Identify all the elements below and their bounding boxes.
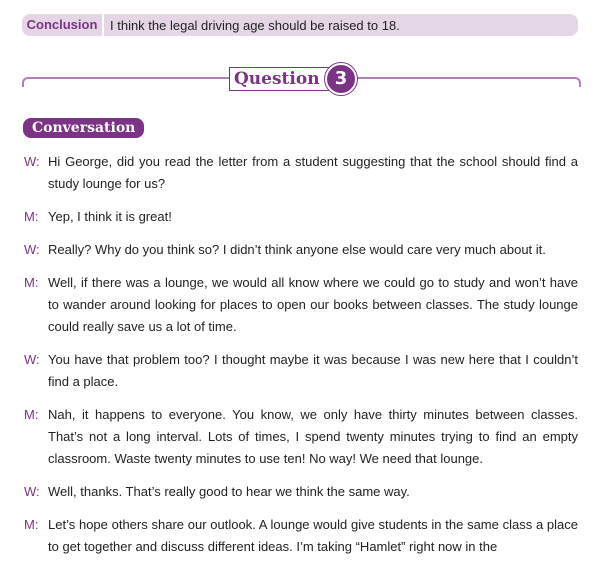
dialogue (24, 151, 578, 569)
dialogue-line (24, 481, 578, 503)
speaker: M: (24, 517, 39, 532)
speaker: W: (24, 154, 40, 169)
dialogue-line (24, 151, 578, 195)
utterance: Nah, it happens to everyone. You know, we only have thirty minutes between classes. That’s not a long interval. Lots of times, I spend twenty minutes trying to find an empty classroom. Waste twenty minutes to use ten! No way! We need that lounge. (48, 407, 578, 466)
speaker: W: (24, 484, 40, 499)
speaker: W: (24, 352, 40, 367)
conclusion-label: Conclusion (22, 14, 104, 36)
dialogue-line (24, 239, 578, 261)
speaker: M: (24, 407, 39, 422)
utterance: Well, if there was a lounge, we would all know where we could go to study and won’t have to wander around looking for places to open our books between classes. The study lounge could really save us a lot of time. (48, 275, 578, 334)
utterance: Yep, I think it is great! (48, 209, 172, 224)
question-number: 3 (325, 63, 357, 95)
dialogue-line (24, 404, 578, 470)
utterance: Really? Why do you think so? I didn’t think anyone else would care very much about it. (48, 242, 546, 257)
speaker: M: (24, 209, 39, 224)
dialogue-line (24, 514, 578, 558)
conclusion-bar (22, 14, 578, 36)
dialogue-line (24, 349, 578, 393)
dialogue-line (24, 206, 578, 228)
utterance: Well, thanks. That’s really good to hear we think the same way. (48, 484, 410, 499)
speaker: W: (24, 242, 40, 257)
utterance: You have that problem too? I thought maybe it was because I was new here that I couldn’t find a place. (48, 352, 578, 389)
conclusion-text: I think the legal driving age should be raised to 18. (110, 17, 400, 33)
dialogue-line (24, 272, 578, 338)
utterance: Hi George, did you read the letter from a student suggesting that the school should find a study lounge for us? (48, 154, 578, 191)
section-label: Conversation (23, 118, 144, 138)
utterance: Let’s hope others share our outlook. A lounge would give students in the same class a place to get together and discuss different ideas. I’m taking “Hamlet” right now in the (48, 517, 578, 554)
speaker: M: (24, 275, 39, 290)
question-heading: Question (229, 67, 351, 91)
